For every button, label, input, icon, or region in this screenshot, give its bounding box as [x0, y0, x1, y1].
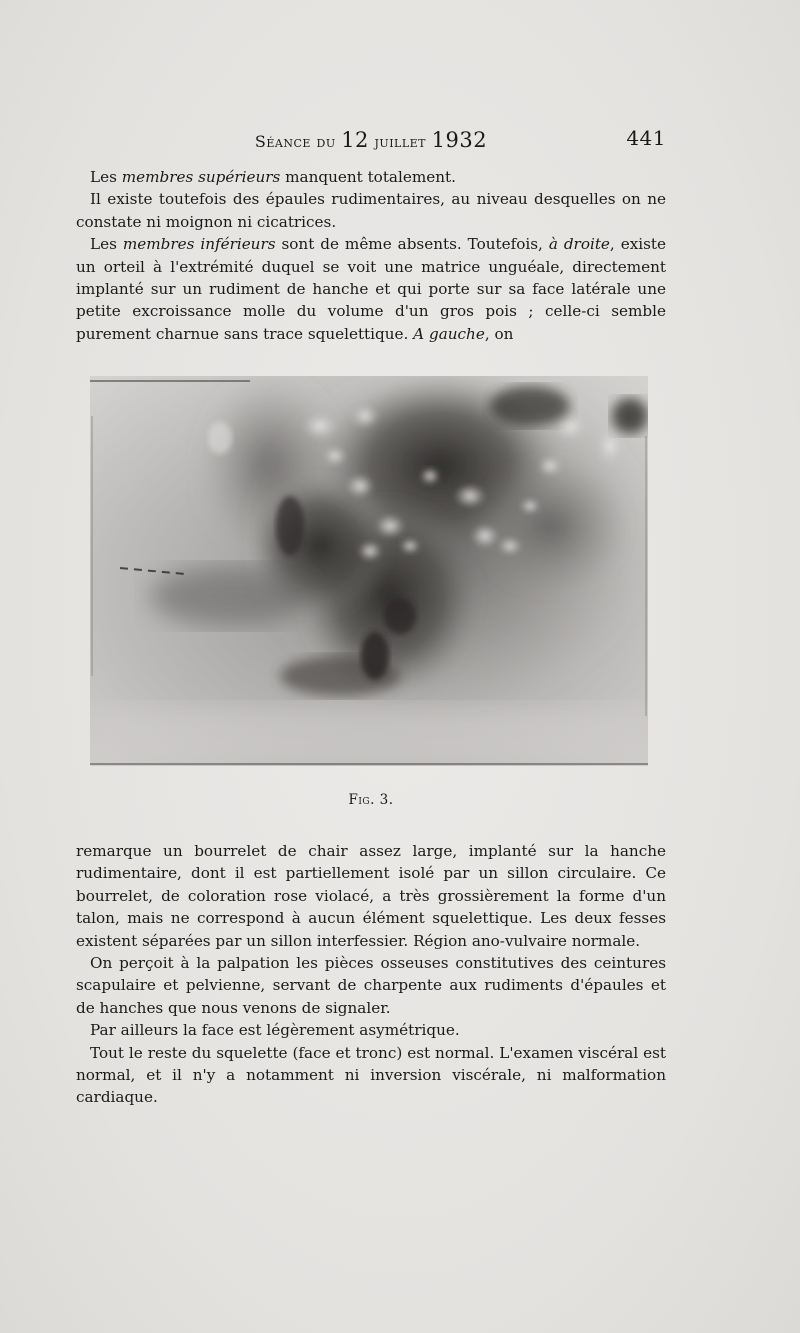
text-run: Les [90, 168, 122, 186]
emphasis: A gauche [413, 324, 485, 343]
paragraph-shoulders: Il existe toutefois des épaules rudimentaires, au niveau desquelles on ne constate ni moignon ni cicatrices. [76, 190, 666, 231]
paragraph-palpation: On perçoit à la palpation les pièces osseuses constitutives des ceintures scapulaire et pelvienne, servant de charpente aux rudiments d'épaules et de hanches que nous venons de signaler. [76, 954, 666, 1017]
page-number: 441 [626, 126, 666, 150]
bottom-text [76, 840, 666, 1109]
text-run: , existe un orteil à l'extrémité duquel se voit une matrice unguéale, directement implanté sur un rudiment de hanche et qui porte sur sa face latérale une petite excroissance molle du volume d'un gros pois ; celle-ci semble purement charnue sans trace squelettique. [76, 235, 666, 343]
xray-image [90, 376, 648, 766]
top-text [76, 166, 666, 345]
text-run: , on [484, 324, 514, 343]
header-seance: Séance du [254, 132, 336, 151]
header-month: juillet [374, 132, 427, 151]
text-run: sont de même absents. Toutefois, [275, 235, 549, 254]
emphasis: membres inférieurs [122, 235, 276, 254]
paragraph-skeleton: Tout le reste du squelette (face et tronc) est normal. L'examen viscéral est normal, et il n'y a notamment ni inversion viscérale, ni malformation cardiaque. [76, 1043, 666, 1107]
header-day: 12 [341, 128, 369, 152]
paragraph-members-superior [76, 166, 666, 188]
running-head [76, 124, 666, 154]
running-head-title [76, 128, 666, 152]
caption-label: Fig. 3. [348, 792, 394, 808]
paragraph-face: Par ailleurs la face est légèrement asymétrique. [90, 1021, 460, 1040]
text-run: manquent totalement. [280, 168, 456, 186]
paragraph-members-inferior [76, 233, 666, 345]
text-run: Les [90, 235, 123, 254]
header-year: 1932 [431, 128, 488, 152]
paragraph-bourrelet: remarque un bourrelet de chair assez large, implanté sur la hanche rudimentaire, dont il est partiellement isolé par un sillon circulaire. Ce bourrelet, de coloration rose violacé, a très grossièrement la forme d'un talon, mais ne correspond à aucun élément squelettique. Les deux fesses existent séparées par un sillon interfessier. Région ano-vulvaire normale. [76, 842, 666, 950]
figure-caption [76, 792, 666, 808]
emphasis: à droite [548, 235, 610, 254]
emphasis: membres supérieurs [121, 168, 281, 186]
figure-xray [90, 376, 648, 766]
